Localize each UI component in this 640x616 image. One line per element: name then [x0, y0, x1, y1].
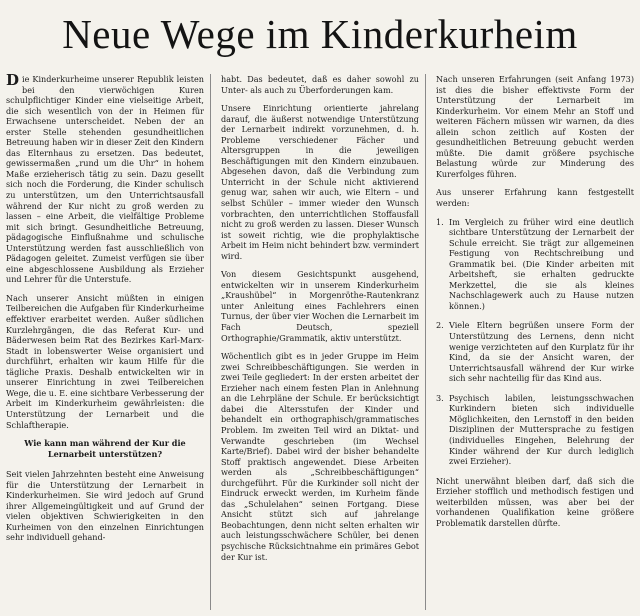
paragraph-text: ie Kinderkurheime unserer Republik leisten bei den vierwöchigen Kuren schulpflichtiger Kinder eine vielseitige Arbeit, die sich wesentlich von der in Heimen für Erwachsene unterscheidet. Neben der an erster Stelle stehenden gesundheitlichen Betreuung haben wir in dieser Zeit den Kindern das Elternhaus zu ersetzen. Das bedeutet, gewissermaßen „rund um die Uhr“ in hohem Maße erzieherisch tätig zu sein. Dazu gesellt sich noch die Forderung, die Kinder schulisch zu unterstützen, um den Unterrichtsausfall während der Kur nicht zu groß werden zu lassen – eine Arbeit, die vielfältige Probleme mit sich bringt. Gesundheitliche Betreuung, pädagogische Einflußnahme und schulische Unterstützung werden fast ausschließlich von Pädagogen geleitet. Zumeist verfügen sie über eine abgeschlossene Ausbildung als Erzieher und Lehrer für die Unterstufe.: [6, 74, 204, 285]
paragraph: habt. Das bedeutet, daß es daher sowohl zu Unter- als auch zu Überforderungen kam.: [221, 74, 419, 95]
paragraph: Nach unseren Erfahrungen (seit Anfang 1973) ist dies die bisher effektivste Form der Unterstützung der Lernarbeit im Kinderkurheim. Vor einem Mehr an Stoff und weiteren Fächern müssen wir warnen, da dies allein schon zeitlich auf Kosten der gesundheitlichen Betreuung gebucht werden müßte. Die damit größere psychische Belastung würde zur Minderung des Kurerfolges führen.: [436, 74, 634, 179]
list-item: [436, 217, 634, 312]
subheading: Wie kann man während der Kur die Lernarbeit unterstützen?: [24, 438, 186, 459]
list-number: 1.: [436, 216, 444, 227]
list-number: 3.: [436, 392, 444, 403]
paragraph: Von diesem Gesichtspunkt ausgehend, entwickelten wir in unserem Kinderkurheim „Kraushübel“ in Morgenröthe-Rautenkranz unter Anleitung eines Fachlehrers einen Turnus, der über vier Wochen die Lernarbeit im Fach Deutsch, speziell Orthographie/Grammatik, aktiv unterstützt.: [221, 269, 419, 343]
paragraph: Nach unserer Ansicht müßten in einigen Teilbereichen die Aufgaben für Kinderkurheime effektiver erarbeitet werden. Außer südlichen Kurzlehrgängen, die das Referat Kur- und Bäderwesen beim Rat des Bezirkes Karl-Marx-Stadt in lobenswerter Weise organisiert und durchführt, erhalten wir kaum Hilfe für die tägliche Praxis. Deshalb entwickelten wir in unserer Einrichtung in zwei Teilbereichen Wege, die u. E. eine sichtbare Verbesserung der Arbeit im Kinderkurheim gewährleisten: die Unterstützung der Lernarbeit und die Schlaftherapie.: [6, 292, 204, 430]
drop-cap: D: [6, 74, 20, 89]
list-text: Im Vergleich zu früher wird eine deutlich sichtbare Unterstützung der Lernarbeit der Schule erreicht. Sie trägt zur allgemeinen Festigung von Rechtschreibung und Grammatik bei. (Die Kinder arbeiten mit Arbeitsheft, sie erhalten gedruckte Merkzettel, die sie als kleines Nachschlagewerk auch zu Hause nutzen können.): [449, 216, 634, 311]
paragraph: Wöchentlich gibt es in jeder Gruppe im Heim zwei Schreibbeschäftigungen. Sie werden in zwei Teile gegliedert: In der ersten arbeitet der Erzieher nach einem festen Plan in Anlehnung an die Lehrpläne der Schule. Er berücksichtigt dabei die Altersstufen der Kinder und behandelt ein orthographisch/grammatisches Problem. Im zweiten Teil wird an Diktat- und Verwandte geschrieben (im Wechsel Karte/Brief). Dabei wird der bisher behandelte Stoff praktisch angewendet. Diese Arbeiten werden als „Schreibbeschäftigungen“ durchgeführt. Für die Kurkinder soll nicht der Eindruck erweckt werden, im Kurheim fände das „Schulelahen“ seinen Fortgang. Diese Ansicht stützt sich auf jahrelange Beobachtungen, denn nicht selten erhalten wir auch leistungsschwächere Schüler, bei denen psychische Rücksichtnahme ein primäres Gebot der Kur ist.: [221, 351, 419, 562]
article-columns: [6, 74, 634, 610]
list-number: 2.: [436, 320, 444, 331]
column-3: [436, 74, 634, 610]
paragraph: Seit vielen Jahrzehnten besteht eine Anweisung für die Unterstützung der Lernarbeit in Kinderkurheimen. Sie wird jedoch auf Grund ihrer Allgemeingültigkeit und auf Grund der vielen objektiven Schwierigkeiten in den Kurheimen von den einzelnen Einrichtungen sehr individuell gehand-: [6, 469, 204, 543]
list-text: Viele Eltern begrüßen unsere Form der Unterstützung des Lernens, denn nicht wenige verzichteten auf den Kurplatz für ihr Kind, da sie der Ansicht waren, der Unterrichtsausfall während der Kur wirke sich sehr nachteilig für das Kind aus.: [449, 320, 634, 384]
column-1: [6, 74, 211, 610]
paragraph: [6, 74, 204, 285]
paragraph: Unsere Einrichtung orientierte jahrelang darauf, die äußerst notwendige Unterstützung der Lernarbeit indirekt vorzunehmen, d. h. Probleme verschiedener Fächer und Altersgruppen in die jeweiligen Beschäftigungen mit den Kindern einzubauen. Abgesehen davon, daß die Verbindung zum Unterricht in der Schule nicht aktivierend genug war, sahen wir auch, wie Eltern – und selbst Schüler – immer wieder den Wunsch vorbrachten, den unterrichtlichen Stoffausfall nicht zu groß werden zu lassen. Dieser Wunsch ist soweit richtig, wie die prophylaktische Arbeit im Heim nicht behindert bzw. vermindert wird.: [221, 103, 419, 261]
list-item: [436, 393, 634, 467]
column-2: [221, 74, 426, 610]
list-text: Psychisch labilen, leistungsschwachen Kurkindern bieten sich individuelle Möglichkeiten, den Lernstoff in den beiden Disziplinen der Muttersprache zu festigen (individuelles Eingehen, Belehrung der Kinder während der Kur durch lediglich zwei Erzieher).: [449, 392, 634, 467]
paragraph: Nicht unerwähnt bleiben darf, daß sich die Erzieher stofflich und methodisch festigen und weiterbilden müssen, was aber bei der vorhandenen Qualifikation keine größere Problematik darstellen dürfte.: [436, 475, 634, 528]
list-item: [436, 320, 634, 383]
headline: Neue Wege im Kinderkurheim: [62, 11, 578, 57]
paragraph: Aus unserer Erfahrung kann festgestellt werden:: [436, 187, 634, 209]
